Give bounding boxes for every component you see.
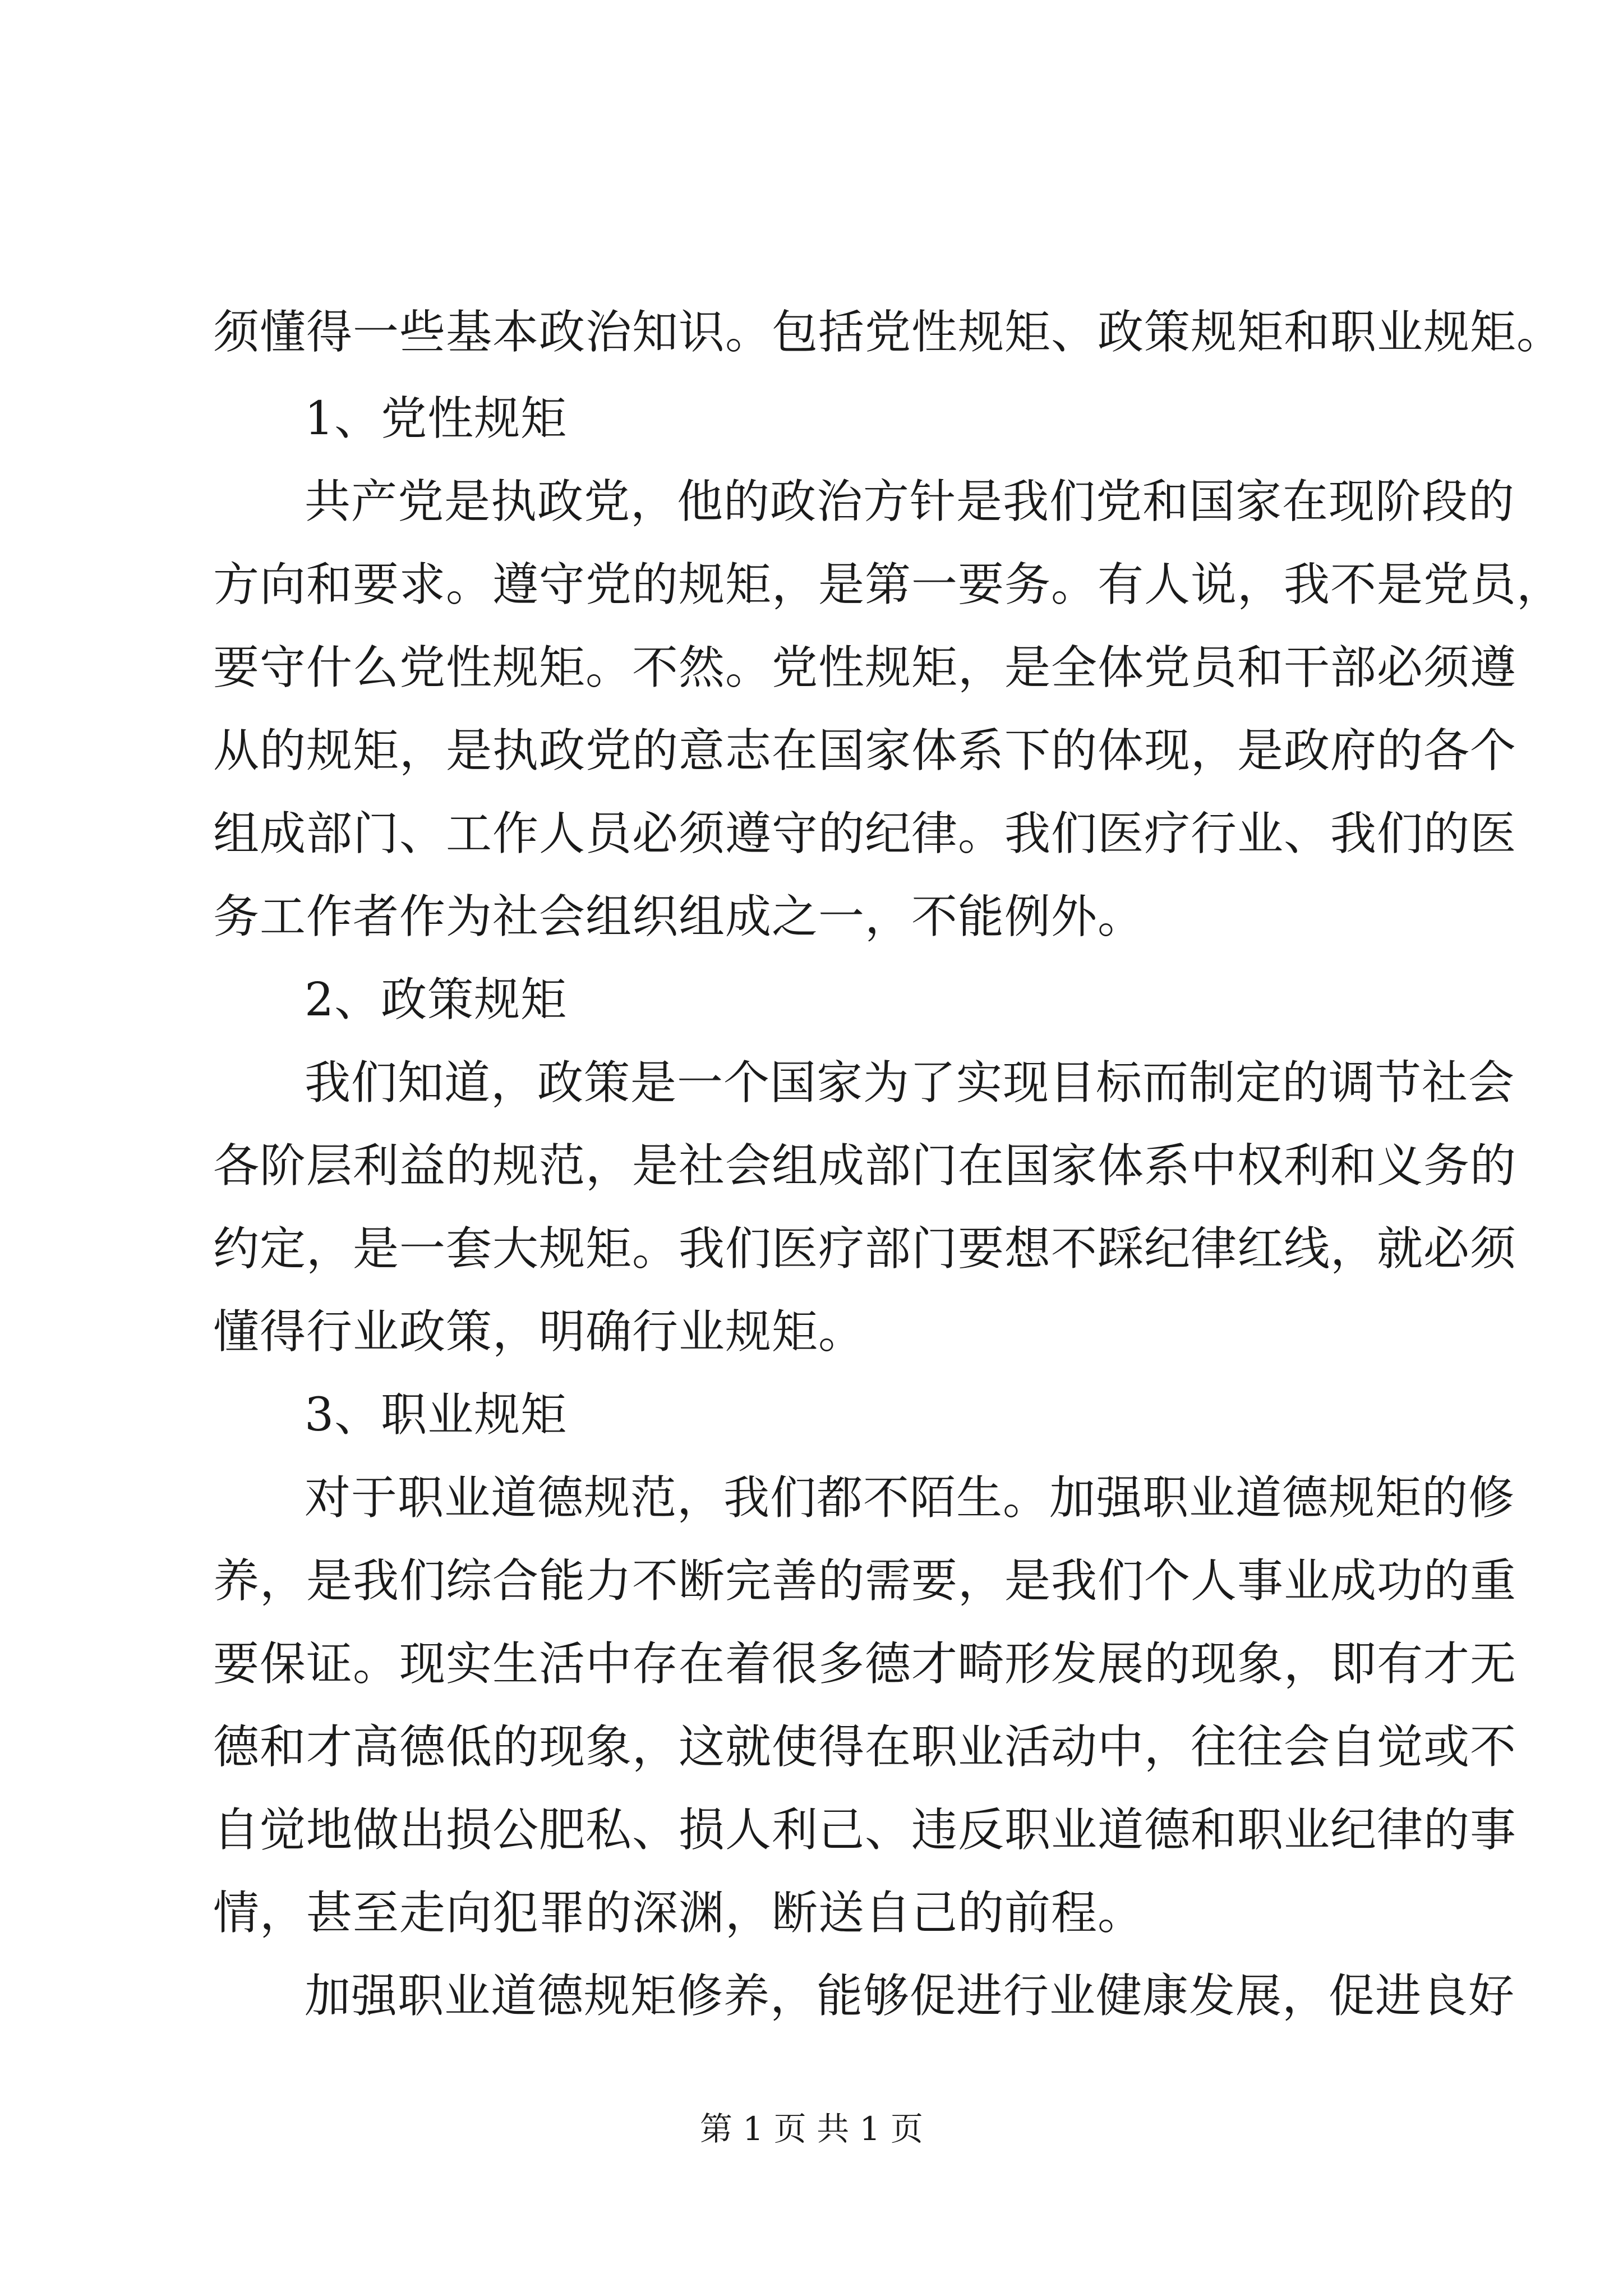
section-heading: 3、职业规矩 xyxy=(305,1388,568,1442)
body-line: 约定，是一套大规矩。我们医疗部门要想不踩纪律红线，就必须 xyxy=(213,1222,1517,1276)
section-heading: 2、政策规矩 xyxy=(305,973,568,1027)
body-line: 自觉地做出损公肥私、损人利己、违反职业道德和职业纪律的事 xyxy=(213,1803,1517,1857)
body-line: 须懂得一些基本政治知识。包括党性规矩、政策规矩和职业规矩。 xyxy=(213,306,1564,359)
body-line: 要守什么党性规矩。不然。党性规矩，是全体党员和干部必须遵 xyxy=(213,641,1517,694)
body-line: 组成部门、工作人员必须遵守的纪律。我们医疗行业、我们的医 xyxy=(213,807,1517,861)
body-line: 德和才高德低的现象，这就使得在职业活动中，往往会自觉或不 xyxy=(213,1720,1517,1774)
body-line: 懂得行业政策，明确行业规矩。 xyxy=(213,1305,865,1359)
section-heading: 1、党性规矩 xyxy=(305,392,568,445)
body-line: 加强职业道德规矩修养，能够促进行业健康发展，促进良好 xyxy=(305,1970,1515,2023)
body-line: 务工作者作为社会组织组成之一，不能例外。 xyxy=(213,890,1145,944)
body-line: 对于职业道德规范，我们都不陌生。加强职业道德规矩的修 xyxy=(305,1471,1515,1525)
body-line: 养，是我们综合能力不断完善的需要，是我们个人事业成功的重 xyxy=(213,1554,1517,1608)
body-line: 我们知道，政策是一个国家为了实现目标而制定的调节社会 xyxy=(305,1056,1515,1110)
body-line: 从的规矩，是执政党的意志在国家体系下的体现，是政府的各个 xyxy=(213,724,1517,777)
body-line: 方向和要求。遵守党的规矩，是第一要务。有人说，我不是党员， xyxy=(213,558,1564,611)
body-line: 情，甚至走向犯罪的深渊，断送自己的前程。 xyxy=(213,1887,1145,1940)
body-line: 要保证。现实生活中存在着很多德才畸形发展的现象，即有才无 xyxy=(213,1637,1517,1691)
page-number-footer: 第 1 页 共 1 页 xyxy=(700,2110,923,2148)
body-line: 各阶层利益的规范，是社会组成部门在国家体系中权利和义务的 xyxy=(213,1139,1517,1193)
body-line: 共产党是执政党，他的政治方针是我们党和国家在现阶段的 xyxy=(305,475,1515,528)
